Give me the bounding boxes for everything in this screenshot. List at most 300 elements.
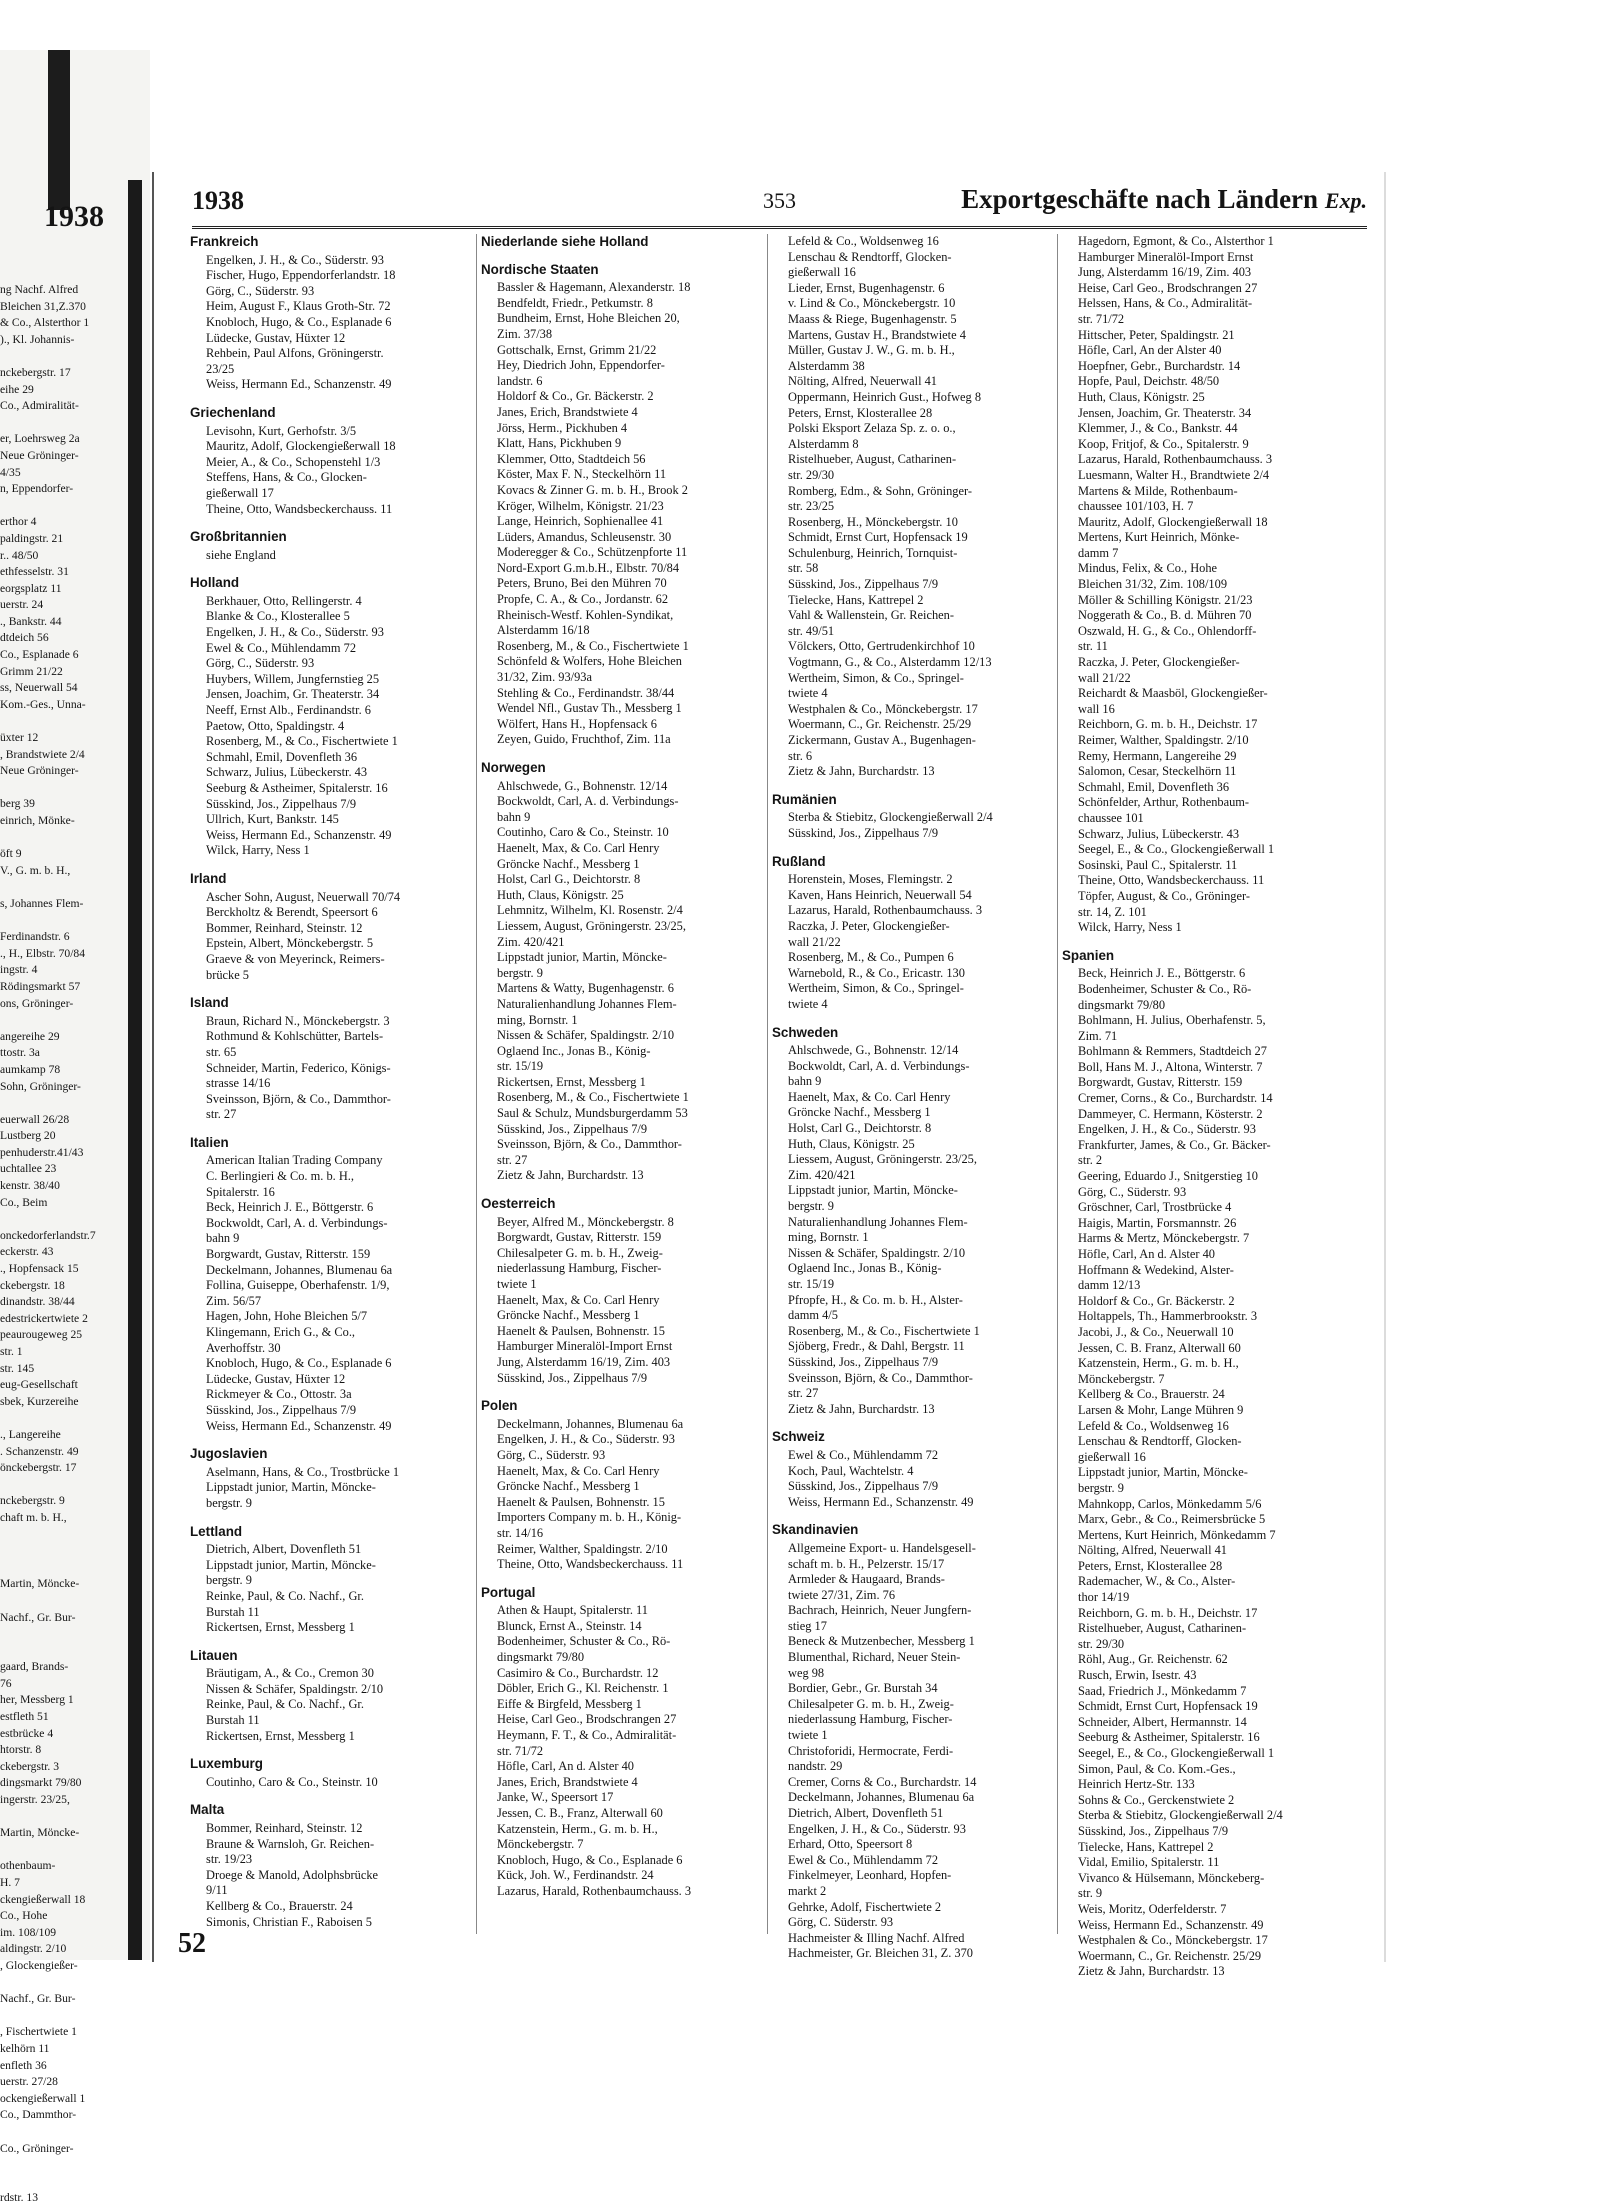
- firm-entry: Ewel & Co., Mühlendamm 72: [788, 1852, 939, 1867]
- firm-entry: Wertheim, Simon, & Co., Springel-: [788, 670, 964, 685]
- firm-entry: Blanke & Co., Klosterallee 5: [206, 609, 350, 624]
- firm-entry: Reichborn, G. m. b. H., Deichstr. 17: [1078, 717, 1258, 732]
- header-page-number: 353: [763, 188, 796, 213]
- firm-entry: Koop, Fritjof, & Co., Spitalerstr. 9: [1078, 436, 1249, 451]
- firm-entry: Klemmer, Otto, Stadtdeich 56: [497, 451, 646, 466]
- firm-entry: Reimer, Walther, Spaldingstr. 2/10: [497, 1541, 668, 1556]
- firm-entry: Görg, C. Süderstr. 93: [788, 1915, 894, 1930]
- firm-entry: Holst, Carl G., Deichtorstr. 8: [497, 872, 641, 887]
- firm-entry: Remy, Hermann, Langereihe 29: [1078, 748, 1237, 763]
- previous-page-line: [0, 2157, 122, 2174]
- firm-entry: Seegel, E., & Co., Glockengießerwall 1: [1078, 1746, 1275, 1760]
- firm-entry: str. 15/19: [497, 1059, 544, 1074]
- binding-shadow: [48, 50, 70, 210]
- firm-entry: Süsskind, Jos., Zippelhaus 7/9: [788, 1479, 939, 1494]
- firm-entry: Weiss, Hermann Ed., Schanzenstr. 49: [206, 827, 392, 842]
- firm-entry: Polski Eksport Zelaza Sp. z. o. o.,: [788, 421, 956, 436]
- firm-entry: str. 27: [788, 1386, 819, 1401]
- firm-entry: ming, Bornstr. 1: [497, 1012, 578, 1027]
- firm-entry: Rothmund & Kohlschütter, Bartels-: [206, 1029, 384, 1044]
- firm-entry: Süsskind, Jos., Zippelhaus 7/9: [788, 825, 939, 840]
- firm-entry: Oglaend Inc., Jonas B., König-: [788, 1261, 942, 1276]
- firm-entry: Ristelhueber, August, Catharinen-: [788, 452, 957, 467]
- previous-page-line: ockengießerwall 1: [0, 2091, 86, 2105]
- previous-page-line: önckebergstr. 17: [0, 1461, 77, 1475]
- firm-entry: Rehbein, Paul Alfons, Gröningerstr.: [206, 346, 384, 361]
- firm-entry: bergstr. 9: [206, 1495, 252, 1510]
- firm-entry: Haenelt, Max, & Co. Carl Henry: [497, 840, 660, 855]
- firm-entry: Cremer, Corns., & Co., Burchardstr. 14: [1078, 1091, 1273, 1106]
- previous-page-line: erthor 4: [0, 515, 37, 529]
- firm-entry: Gröncke Nachf., Messberg 1: [788, 1105, 931, 1120]
- firm-entry: Bachrach, Heinrich, Neuer Jungfern-: [788, 1603, 972, 1618]
- firm-entry: Huth, Claus, Königstr. 25: [1078, 389, 1205, 404]
- firm-entry: Seeburg & Astheimer, Spitalerstr. 16: [1078, 1730, 1260, 1745]
- firm-entry: Athen & Haupt, Spitalerstr. 11: [497, 1603, 648, 1618]
- previous-page-line: , Brandstwiete 2/4: [0, 747, 85, 761]
- previous-page-line: 4/35: [0, 465, 21, 479]
- firm-entry: Averhoffstr. 30: [206, 1340, 281, 1355]
- firm-entry: Lazarus, Harald, Rothenbaumchauss. 3: [788, 903, 983, 918]
- previous-page-line: nckebergstr. 9: [0, 1494, 65, 1508]
- gutter-shadow: [128, 180, 142, 1960]
- previous-page-line: Grimm 21/22: [0, 664, 63, 678]
- firm-entry: Lazarus, Harald, Rothenbaumchauss. 3: [497, 1883, 692, 1898]
- firm-entry: 31/32, Zim. 93/93a: [497, 670, 592, 685]
- previous-page-line: onckedorferlandstr.7: [0, 1228, 96, 1242]
- firm-entry: Martens & Milde, Rothenbaum-: [1078, 483, 1238, 498]
- firm-entry: bergstr. 9: [497, 965, 543, 980]
- firm-entry: Theine, Otto, Wandsbeckerchauss. 11: [497, 1557, 684, 1572]
- firm-entry: Reichborn, G. m. b. H., Deichstr. 17: [1078, 1605, 1258, 1620]
- firm-entry: Hamburger Mineralöl-Import Ernst: [497, 1339, 673, 1354]
- firm-entry: Rickertsen, Ernst, Messberg 1: [206, 1728, 355, 1743]
- previous-page-line: [0, 348, 122, 365]
- previous-page-line: dtdeich 56: [0, 631, 49, 645]
- firm-entry: Haenelt & Paulsen, Bohnenstr. 15: [497, 1494, 665, 1509]
- firm-entry: Röhl, Aug., Gr. Reichenstr. 62: [1078, 1652, 1228, 1667]
- firm-entry: Hoffmann & Wedekind, Alster-: [1078, 1262, 1234, 1277]
- firm-entry: Süsskind, Jos., Zippelhaus 7/9: [788, 577, 939, 592]
- firm-entry: Naturalienhandlung Johannes Flem-: [497, 996, 677, 1011]
- previous-page-line: [0, 1095, 122, 1112]
- firm-entry: Alsterdamm 8: [788, 436, 859, 451]
- firm-entry: twiete 27/31, Zim. 76: [788, 1587, 896, 1602]
- firm-entry: Knobloch, Hugo, & Co., Esplanade 6: [206, 1356, 392, 1371]
- previous-page-line: chaft m. b. H.,: [0, 1510, 67, 1524]
- previous-page-line: & Co., Alsterthor 1: [0, 316, 90, 330]
- firm-entry: Holdorf & Co., Gr. Bäckerstr. 2: [497, 389, 654, 404]
- firm-entry: Bräutigam, A., & Co., Cremon 30: [206, 1666, 374, 1681]
- firm-entry: Nölting, Alfred, Neuerwall 41: [788, 374, 937, 389]
- country-heading: Schweiz: [772, 1429, 825, 1445]
- firm-entry: Geering, Eduardo J., Snitgerstieg 10: [1078, 1169, 1258, 1184]
- firm-entry: Zim. 56/57: [206, 1293, 262, 1308]
- previous-page-line: berg 39: [0, 797, 35, 811]
- firm-entry: Schulenburg, Heinrich, Tornquist-: [788, 545, 958, 560]
- firm-entry: Schwarz, Julius, Lübeckerstr. 43: [206, 765, 368, 780]
- previous-page-line: s, Johannes Flem-: [0, 896, 84, 910]
- firm-entry: Engelken, J. H., & Co., Süderstr. 93: [497, 1432, 675, 1447]
- firm-entry: Epstein, Albert, Mönckebergstr. 5: [206, 936, 374, 951]
- country-heading: Norwegen: [481, 760, 546, 775]
- previous-page-line: str. 1: [0, 1345, 23, 1358]
- firm-entry: str. 49/51: [788, 623, 835, 638]
- firm-entry: Schmidt, Ernst Curt, Hopfensack 19: [1078, 1699, 1258, 1714]
- firm-entry: Schmidt, Ernst Curt, Hopfensack 19: [788, 530, 968, 545]
- previous-page-line: ons, Gröninger-: [0, 996, 74, 1010]
- firm-entry: Lieder, Ernst, Bugenhagenstr. 6: [788, 280, 945, 295]
- firm-entry: Nord-Export G.m.b.H., Elbstr. 70/84: [497, 560, 680, 575]
- previous-page-line: [0, 1477, 122, 1494]
- previous-page-line: Co., Gröninger-: [0, 2141, 74, 2155]
- previous-page-line: peaurougeweg 25: [0, 1328, 83, 1342]
- firm-entry: str. 2: [1078, 1153, 1103, 1168]
- firm-entry: Lüdecke, Gustav, Hüxter 12: [206, 1371, 346, 1386]
- firm-entry: Bockwoldt, Carl, A. d. Verbindungs-: [497, 794, 679, 809]
- firm-entry: Sveinsson, Björn, & Co., Dammthor-: [206, 1091, 391, 1106]
- firm-entry: Peters, Bruno, Bei den Mühren 70: [497, 576, 667, 591]
- firm-entry: Lippstadt junior, Martin, Möncke-: [1078, 1465, 1248, 1480]
- previous-page-line: [0, 1560, 122, 1577]
- firm-entry: Lefeld & Co., Woldsenweg 16: [1078, 1418, 1229, 1433]
- country-heading: Portugal: [481, 1584, 536, 1600]
- firm-entry: Ewel & Co., Mühlendamm 72: [788, 1447, 939, 1462]
- firm-entry: Jensen, Joachim, Gr. Theaterstr. 34: [1078, 405, 1252, 420]
- previous-page-line: Martin, Möncke-: [0, 1577, 80, 1591]
- firm-entry: chaussee 101: [1078, 810, 1144, 825]
- firm-entry: Borgwardt, Gustav, Ritterstr. 159: [1078, 1075, 1243, 1090]
- country-heading: Lettland: [190, 1523, 243, 1539]
- firm-entry: Süsskind, Jos., Zippelhaus 7/9: [206, 796, 357, 811]
- firm-entry: Pfropfe, H., & Co. m. b. H., Alster-: [788, 1292, 963, 1307]
- firm-entry: schaft m. b. H., Pelzerstr. 15/17: [788, 1556, 945, 1571]
- directory-column-2: [481, 234, 763, 1900]
- firm-entry: Hittscher, Peter, Spaldingstr. 21: [1078, 327, 1235, 342]
- firm-entry: Mauritz, Adolf, Glockengießerwall 18: [1078, 514, 1268, 529]
- firm-entry: markt 2: [788, 1883, 827, 1898]
- firm-entry: str. 6: [788, 748, 813, 763]
- country-heading: Litauen: [190, 1647, 238, 1663]
- firm-entry: Berkhauer, Otto, Rellingerstr. 4: [206, 593, 362, 608]
- firm-entry: Lange, Heinrich, Sophienallee 41: [497, 514, 664, 529]
- firm-entry: Gehrke, Adolf, Fischertwiete 2: [788, 1899, 942, 1914]
- previous-page-line: n, Eppendorfer-: [0, 482, 74, 496]
- firm-entry: Bundheim, Ernst, Hohe Bleichen 20,: [497, 311, 680, 326]
- previous-page-line: H. 7: [0, 1876, 20, 1889]
- firm-entry: Lehmnitz, Wilhelm, Kl. Rosenstr. 2/4: [497, 903, 683, 918]
- previous-page-line: nckebergstr. 17: [0, 365, 71, 379]
- firm-entry: Simon, Paul, & Co. Kom.-Ges.,: [1078, 1761, 1236, 1776]
- firm-entry: Müller, Gustav J. W., G. m. b. H.,: [788, 343, 955, 358]
- firm-entry: Braun, Richard N., Mönckebergstr. 3: [206, 1013, 390, 1028]
- firm-entry: Jessen, C. B., Franz, Alterwall 60: [497, 1806, 663, 1820]
- previous-page-line: paldingstr. 21: [0, 531, 64, 545]
- firm-entry: Frankfurter, James, & Co., Gr. Bäcker-: [1078, 1137, 1271, 1152]
- firm-entry: American Italian Trading Company: [206, 1153, 383, 1168]
- firm-entry: Maass & Riege, Bugenhagenstr. 5: [788, 311, 957, 326]
- firm-entry: Marx, Gebr., & Co., Reimersbrücke 5: [1078, 1512, 1266, 1527]
- previous-page-line: Sohn, Gröninger-: [0, 1079, 81, 1093]
- firm-entry: Hey, Diedrich John, Eppendorfer-: [497, 358, 665, 373]
- previous-page-text: [0, 282, 122, 2207]
- firm-entry: Saad, Friedrich J., Mönkedamm 7: [1078, 1683, 1247, 1698]
- firm-entry: Zietz & Jahn, Burchardstr. 13: [1078, 1964, 1225, 1979]
- firm-entry: Blumenthal, Richard, Neuer Stein-: [788, 1650, 961, 1665]
- firm-entry: str. 14, Z. 101: [1078, 904, 1147, 919]
- firm-entry: Nissen & Schäfer, Spaldingstr. 2/10: [206, 1681, 384, 1696]
- previous-page-line: eckerstr. 43: [0, 1245, 54, 1259]
- firm-entry: str. 15/19: [788, 1277, 835, 1291]
- firm-entry: bahn 9: [788, 1074, 822, 1089]
- firm-entry: Oszwald, H. G., & Co., Ohlendorff-: [1078, 623, 1257, 638]
- previous-page-line: ., Langereihe: [0, 1427, 61, 1441]
- firm-entry: ming, Bornstr. 1: [788, 1230, 869, 1245]
- firm-entry: Kaven, Hans Heinrich, Neuerwall 54: [788, 887, 972, 902]
- firm-entry: Cremer, Corns & Co., Burchardstr. 14: [788, 1774, 977, 1789]
- firm-entry: Huth, Claus, Königstr. 25: [497, 887, 624, 902]
- firm-entry: Tielecke, Hans, Kattrepel 2: [788, 592, 924, 607]
- country-heading: Polen: [481, 1398, 518, 1414]
- firm-entry: Gröncke Nachf., Messberg 1: [497, 1479, 640, 1494]
- firm-entry: Schmahl, Emil, Dovenfleth 36: [206, 749, 358, 764]
- firm-entry: Helssen, Hans, & Co., Admiralität-: [1078, 296, 1253, 311]
- firm-entry: Beyer, Alfred M., Mönckebergstr. 8: [497, 1214, 674, 1229]
- firm-entry: Vahl & Wallenstein, Gr. Reichen-: [788, 608, 955, 623]
- firm-entry: Mönckebergstr. 7: [1078, 1371, 1165, 1386]
- firm-entry: Weiss, Hermann Ed., Schanzenstr. 49: [206, 377, 392, 392]
- firm-entry: gießerwall 16: [1078, 1449, 1146, 1464]
- firm-entry: Liessem, August, Gröningerstr. 23/25,: [788, 1152, 977, 1167]
- previous-page-line: Neue Gröninger-: [0, 764, 79, 778]
- firm-entry: Wendel Nfl., Gustav Th., Messberg 1: [497, 701, 682, 716]
- firm-entry: C. Berlingieri & Co. m. b. H.,: [206, 1169, 354, 1184]
- firm-entry: Schönfelder, Arthur, Rothenbaum-: [1078, 795, 1250, 810]
- country-heading: Italien: [190, 1134, 229, 1150]
- firm-entry: Holdorf & Co., Gr. Bäckerstr. 2: [1078, 1293, 1235, 1308]
- firm-entry: twiete 4: [788, 996, 828, 1011]
- firm-entry: Rosenberg, M., & Co., Pumpen 6: [788, 950, 954, 965]
- firm-entry: Hoepfner, Gebr., Burchardstr. 14: [1078, 358, 1241, 373]
- previous-page-line: [0, 2174, 122, 2191]
- firm-entry: Gröschner, Carl, Trostbrücke 4: [1078, 1200, 1232, 1215]
- firm-entry: Graeve & von Meyerinck, Reimers-: [206, 951, 385, 966]
- header-abbreviation: Exp.: [1324, 188, 1367, 213]
- previous-page-line: [0, 498, 122, 515]
- firm-entry: bahn 9: [206, 1231, 240, 1246]
- country-heading: Skandinavien: [772, 1522, 859, 1538]
- firm-entry: Schwarz, Julius, Lübeckerstr. 43: [1078, 826, 1240, 841]
- firm-entry: Vidal, Emilio, Spitalerstr. 11: [1078, 1855, 1220, 1870]
- firm-entry: Süsskind, Jos., Zippelhaus 7/9: [497, 1121, 648, 1136]
- firm-entry: gießerwall 16: [788, 265, 856, 280]
- previous-page-line: Co., Beim: [0, 1195, 48, 1209]
- firm-entry: Bockwoldt, Carl, A. d. Verbindungs-: [788, 1058, 970, 1073]
- previous-page-line: ingstr. 4: [0, 963, 38, 977]
- firm-entry: Rosenberg, M., & Co., Fischertwiete 1: [497, 638, 689, 653]
- firm-entry: Süsskind, Jos., Zippelhaus 7/9: [497, 1370, 648, 1385]
- previous-page-line: [0, 780, 122, 797]
- previous-page-line: eihe 29: [0, 382, 34, 396]
- firm-entry: Mertens, Kurt Heinrich, Mönkedamm 7: [1078, 1527, 1276, 1542]
- firm-entry: Zietz & Jahn, Burchardstr. 13: [788, 1401, 935, 1416]
- previous-page-line: Nachf., Gr. Bur-: [0, 1992, 76, 2006]
- firm-entry: Hagen, John, Hohe Bleichen 5/7: [206, 1309, 368, 1324]
- country-heading: Holland: [190, 575, 240, 591]
- firm-entry: Köster, Max F. N., Steckelhörn 11: [497, 467, 667, 482]
- firm-entry: Lippstadt junior, Martin, Möncke-: [788, 1183, 958, 1198]
- firm-entry: Reimer, Walther, Spaldingstr. 2/10: [1078, 733, 1249, 747]
- firm-entry: damm 7: [1078, 545, 1119, 560]
- firm-entry: Levisohn, Kurt, Gerhofstr. 3/5: [206, 423, 357, 438]
- firm-entry: Rosenberg, H., Mönckebergstr. 10: [788, 514, 958, 529]
- previous-page-line: [0, 1626, 122, 1643]
- firm-entry: Steffens, Hans, & Co., Glocken-: [206, 470, 367, 485]
- firm-entry: Ullrich, Kurt, Bankstr. 145: [206, 812, 339, 827]
- previous-page-line: ingerstr. 23/25,: [0, 1793, 70, 1807]
- previous-page-line: euerwall 26/28: [0, 1112, 70, 1126]
- country-heading: Griechenland: [190, 404, 276, 420]
- previous-page-line: [0, 1593, 122, 1610]
- firm-entry: Deckelmann, Johannes, Blumenau 6a: [788, 1790, 975, 1805]
- firm-entry: Schönfeld & Wolfers, Hohe Bleichen: [497, 654, 682, 669]
- firm-entry: v. Lind & Co., Mönckebergstr. 10: [788, 296, 956, 311]
- previous-page-line: [0, 1527, 122, 1544]
- firm-entry: Harms & Mertz, Mönckebergstr. 7: [1078, 1231, 1250, 1246]
- firm-entry: Mönckebergstr. 7: [497, 1837, 584, 1852]
- firm-entry: Katzenstein, Herm., G. m. b. H.,: [1078, 1356, 1239, 1371]
- country-heading: Rumänien: [772, 791, 837, 807]
- previous-page-line: her, Messberg 1: [0, 1693, 74, 1707]
- firm-entry: Droege & Manold, Adolphsbrücke: [206, 1867, 379, 1882]
- firm-entry: Salomon, Cesar, Steckelhörn 11: [1078, 764, 1237, 779]
- firm-entry: Lenschau & Rendtorff, Glocken-: [1078, 1434, 1242, 1449]
- firm-entry: Knobloch, Hugo, & Co., Esplanade 6: [206, 314, 392, 329]
- firm-entry: Janes, Erich, Brandstwiete 4: [497, 1774, 638, 1789]
- firm-entry: Woermann, C., Gr. Reichenstr. 25/29: [788, 717, 972, 732]
- firm-entry: Follina, Guiseppe, Oberhafenstr. 1/9,: [206, 1278, 390, 1293]
- firm-entry: Möller & Schilling Königstr. 21/23: [1078, 592, 1253, 607]
- firm-entry: Finkelmeyer, Leonhard, Hopfen-: [788, 1868, 952, 1883]
- previous-page-line: )., Kl. Johannis-: [0, 332, 75, 346]
- country-heading: Irland: [190, 870, 227, 886]
- previous-page-line: penhuderstr.41/43: [0, 1145, 84, 1159]
- firm-entry: Süsskind, Jos., Zippelhaus 7/9: [206, 1402, 357, 1417]
- firm-entry: Bodenheimer, Schuster & Co., Rö-: [497, 1634, 671, 1649]
- firm-entry: Chilesalpeter G. m. b. H., Zweig-: [497, 1245, 663, 1260]
- country-heading: Island: [190, 995, 229, 1011]
- firm-entry: Zim. 420/421: [788, 1167, 856, 1182]
- previous-page-line: Co., Dammthor-: [0, 2108, 77, 2122]
- previous-page-line: othenbaum-: [0, 1859, 56, 1873]
- firm-entry: Spitalerstr. 16: [206, 1184, 275, 1199]
- country-heading: Malta: [190, 1802, 225, 1818]
- firm-entry: Burstah 11: [206, 1604, 260, 1619]
- previous-page-line: [0, 1012, 122, 1029]
- firm-entry: Ewel & Co., Mühlendamm 72: [206, 640, 357, 655]
- firm-entry: Seegel, E., & Co., Glockengießerwall 1: [1078, 842, 1275, 857]
- firm-entry: Tielecke, Hans, Kattrepel 2: [1078, 1839, 1214, 1854]
- firm-entry: Theine, Otto, Wandsbeckerchauss. 11: [1078, 873, 1265, 888]
- previous-page-line: Nachf., Gr. Bur-: [0, 1610, 76, 1624]
- firm-entry: Schneider, Martin, Federico, Königs-: [206, 1060, 391, 1075]
- firm-entry: Lazarus, Harald, Rothenbaumchauss. 3: [1078, 452, 1273, 467]
- firm-entry: Kellberg & Co., Brauerstr. 24: [206, 1899, 353, 1913]
- firm-entry: Westphalen & Co., Mönckebergstr. 17: [788, 701, 978, 716]
- firm-entry: Rosenberg, M., & Co., Fischertwiete 1: [206, 734, 398, 749]
- previous-page-line: ckengießerwall 18: [0, 1892, 86, 1906]
- firm-entry: Ahlschwede, G., Bohnenstr. 12/14: [788, 1043, 959, 1058]
- firm-entry: Rickertsen, Ernst, Messberg 1: [497, 1074, 646, 1089]
- firm-entry: Döbler, Erich G., Kl. Reichenstr. 1: [497, 1681, 669, 1696]
- directory-column-4: [1062, 234, 1344, 1980]
- firm-entry: str. 65: [206, 1044, 237, 1059]
- firm-entry: Lippstadt junior, Martin, Möncke-: [497, 950, 667, 965]
- firm-entry: Coutinho, Caro & Co., Steinstr. 10: [497, 825, 669, 840]
- firm-entry: Haigis, Martin, Forsmannstr. 26: [1078, 1215, 1237, 1230]
- previous-page-line: eorgsplatz 11: [0, 581, 62, 595]
- previous-page-line: estbrücke 4: [0, 1726, 54, 1740]
- firm-entry: Liessem, August, Gröningerstr. 23/25,: [497, 918, 686, 933]
- firm-entry: Alsterdamm 38: [788, 358, 865, 373]
- previous-page-line: Co., Esplanade 6: [0, 648, 79, 662]
- previous-page-line: ng Nachf. Alfred: [0, 283, 79, 296]
- firm-entry: nandstr. 29: [788, 1759, 843, 1774]
- firm-entry: Jessen, C. B. Franz, Alterwall 60: [1078, 1340, 1241, 1355]
- firm-entry: Süsskind, Jos., Zippelhaus 7/9: [788, 1354, 939, 1369]
- firm-entry: Schmahl, Emil, Dovenfleth 36: [1078, 779, 1230, 794]
- firm-entry: Deckelmann, Johannes, Blumenau 6a: [497, 1416, 684, 1431]
- firm-entry: Berckholtz & Berendt, Speersort 6: [206, 905, 378, 920]
- firm-entry: Höfle, Carl, An der Alster 40: [1078, 343, 1222, 358]
- previous-page-line: einrich, Mönke-: [0, 814, 75, 827]
- firm-entry: stieg 17: [788, 1618, 827, 1633]
- firm-entry: Westphalen & Co., Mönckebergstr. 17: [1078, 1933, 1268, 1948]
- firm-entry: Zim. 420/421: [497, 934, 565, 949]
- firm-entry: Janes, Erich, Brandstwiete 4: [497, 404, 638, 419]
- firm-entry: Armleder & Haugaard, Brands-: [788, 1572, 945, 1587]
- previous-page-line: [0, 415, 122, 432]
- previous-page-line: Martin, Möncke-: [0, 1826, 80, 1840]
- firm-entry: Rademacher, W., & Co., Alster-: [1078, 1574, 1236, 1589]
- previous-page-line: Neue Gröninger-: [0, 448, 79, 462]
- firm-entry: Rosenberg, M., & Co., Fischertwiete 1: [788, 1323, 980, 1338]
- previous-page-year: 1938: [44, 200, 104, 233]
- previous-page-line: ethfesselstr. 31: [0, 565, 69, 579]
- firm-entry: Dietrich, Albert, Dovenfleth 51: [788, 1806, 944, 1820]
- firm-entry: Borgwardt, Gustav, Ritterstr. 159: [497, 1230, 662, 1245]
- firm-entry: bergstr. 9: [1078, 1480, 1124, 1495]
- firm-entry: Moderegger & Co., Schützenpforte 11: [497, 545, 688, 560]
- previous-page-line: ss, Neuerwall 54: [0, 681, 78, 695]
- firm-entry: Gottschalk, Ernst, Grimm 21/22: [497, 342, 657, 357]
- firm-entry: Nölting, Alfred, Neuerwall 41: [1078, 1543, 1227, 1558]
- previous-page-line: [0, 1211, 122, 1228]
- previous-page-line: edestrickertwiete 2: [0, 1311, 88, 1325]
- firm-entry: Jacobi, J., & Co., Neuerwall 10: [1078, 1324, 1234, 1339]
- firm-entry: Bommer, Reinhard, Steinstr. 12: [206, 920, 363, 935]
- firm-entry: Görg, C., Süderstr. 93: [206, 283, 315, 298]
- firm-entry: 9/11: [206, 1883, 228, 1898]
- previous-page-line: angereihe 29: [0, 1029, 60, 1043]
- firm-entry: Engelken, J. H., & Co., Süderstr. 93: [788, 1821, 966, 1836]
- firm-entry: Wertheim, Simon, & Co., Springel-: [788, 981, 964, 996]
- firm-entry: Sohns & Co., Gerckenstwiete 2: [1078, 1792, 1235, 1807]
- header-title: [961, 184, 1367, 215]
- previous-page-line: [0, 830, 122, 847]
- country-heading: Schweden: [772, 1024, 839, 1040]
- firm-entry: Bommer, Reinhard, Steinstr. 12: [206, 1821, 363, 1836]
